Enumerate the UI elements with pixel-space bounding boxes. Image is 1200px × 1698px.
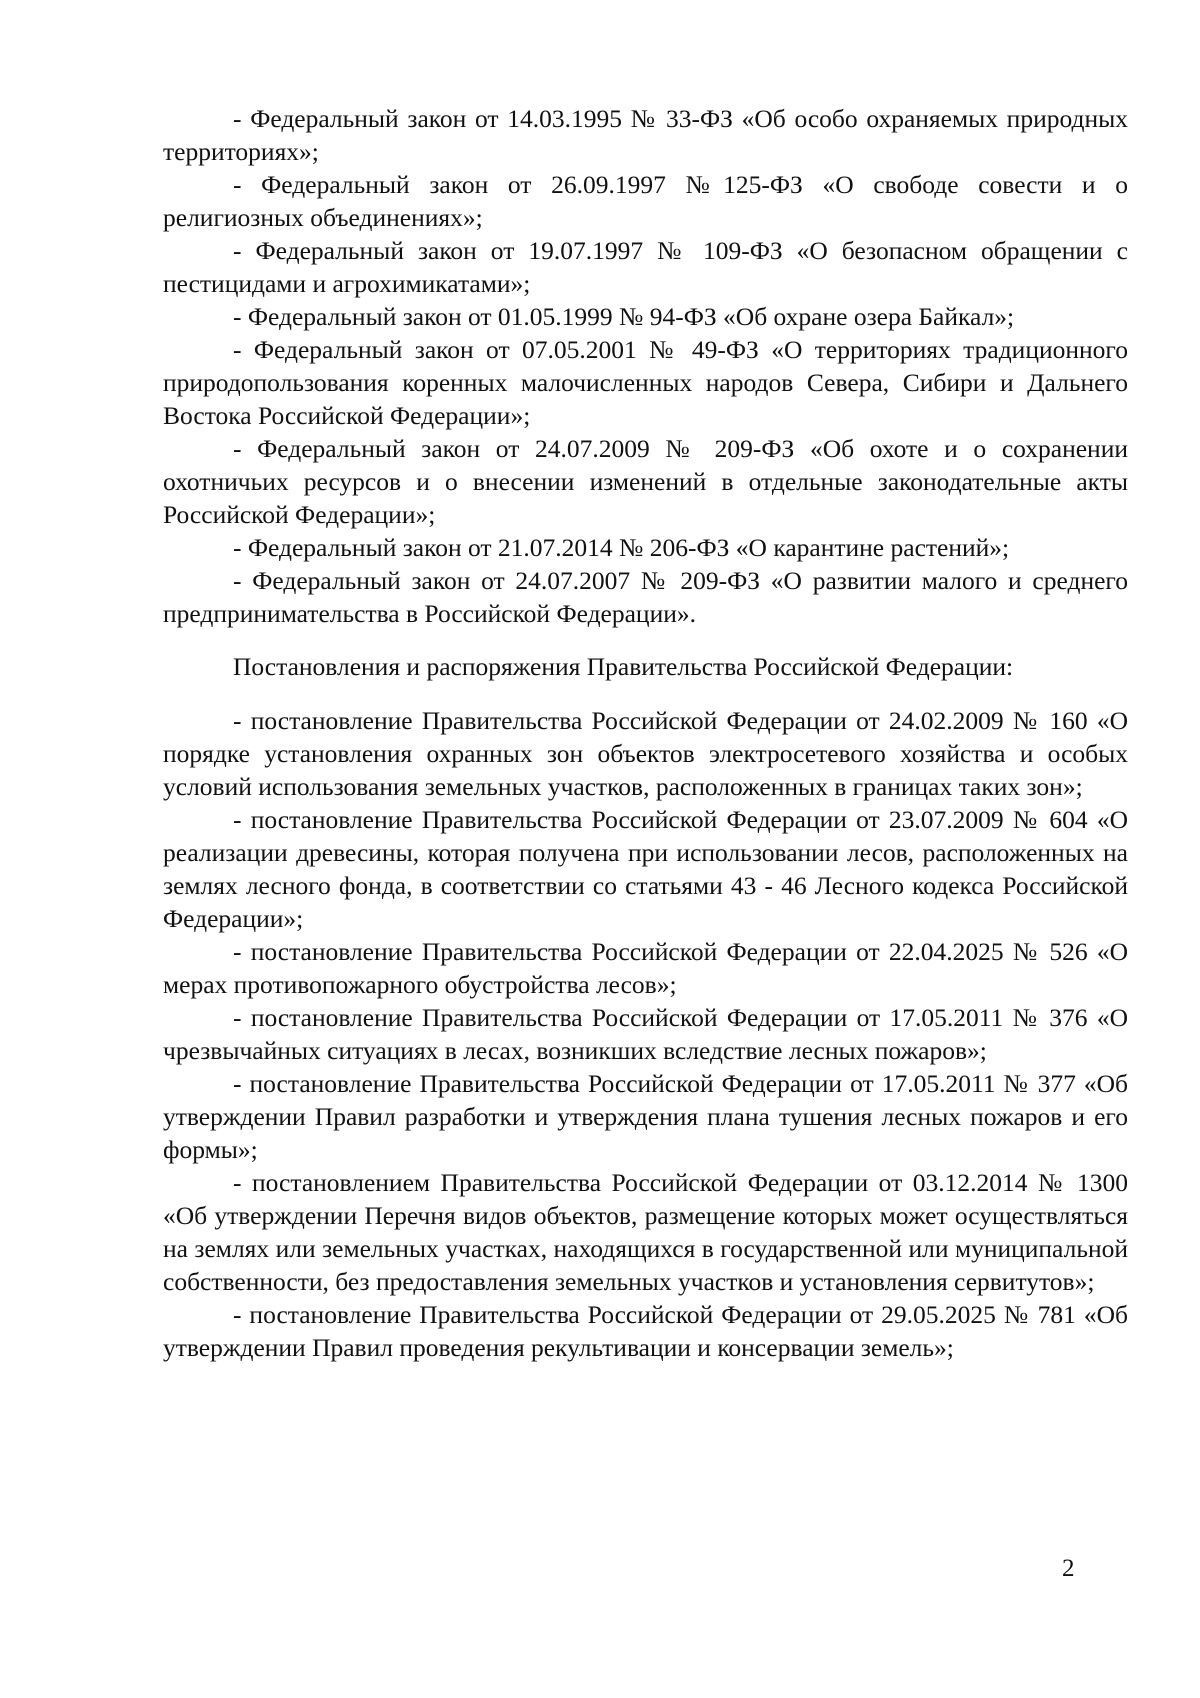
federal-law-item: - Федеральный закон от 19.07.1997 № 109-ФЗ «О безопасном обращении с пестицидами и агрохимикатами»; [163, 236, 1128, 298]
federal-law-item: - Федеральный закон от 24.07.2007 № 209-ФЗ «О развитии малого и среднего предпринимательства в Российской Федерации». [163, 566, 1128, 628]
document-body [163, 102, 1128, 1364]
resolution-item: - постановление Правительства Российской Федерации от 17.05.2011 № 377 «Об утверждении Правил разработки и утверждения плана тушения лесных пожаров и его формы»; [163, 1069, 1128, 1164]
resolution-item: - постановление Правительства Российской Федерации от 29.05.2025 № 781 «Об утверждении Правил проведения рекультивации и консервации земель»; [163, 1300, 1128, 1362]
resolution-item: - постановление Правительства Российской Федерации от 23.07.2009 № 604 «О реализации древесины, которая получена при использовании лесов, расположенных на землях лесного фонда, в соответствии со статьями 43 - 46 Лесного кодекса Российской Федерации»; [163, 805, 1128, 933]
resolution-item: - постановление Правительства Российской Федерации от 22.04.2025 № 526 «О мерах противопожарного обустройства лесов»; [163, 937, 1128, 999]
federal-law-item: - Федеральный закон от 24.07.2009 № 209-ФЗ «Об охоте и о сохранении охотничьих ресурсов и о внесении изменений в отдельные законодательные акты Российской Федерации»; [163, 434, 1128, 529]
resolution-item: - постановление Правительства Российской Федерации от 24.02.2009 № 160 «О порядке установления охранных зон объектов электросетевого хозяйства и особых условий использования земельных участков, расположенных в границах таких зон»; [163, 706, 1128, 801]
federal-law-item: - Федеральный закон от 21.07.2014 № 206-ФЗ «О карантине растений»; [233, 533, 1010, 562]
page-number: 2 [1062, 1555, 1075, 1582]
federal-law-item: - Федеральный закон от 01.05.1999 № 94-ФЗ «Об охране озера Байкал»; [233, 302, 1015, 331]
resolution-item: - постановлением Правительства Российской Федерации от 03.12.2014 № 1300 «Об утверждении Перечня видов объектов, размещение которых может осуществляться на землях или земельных участках, находящихся в государственной или муниципальной собственности, без предоставления земельных участков и установления сервитутов»; [163, 1168, 1128, 1296]
federal-law-item: - Федеральный закон от 14.03.1995 № 33-ФЗ «Об особо охраняемых природных территориях»; [163, 104, 1128, 166]
federal-law-item: - Федеральный закон от 26.09.1997 №125-ФЗ «О свободе совести и о религиозных объединениях»; [163, 170, 1128, 232]
federal-law-item: - Федеральный закон от 07.05.2001 № 49-ФЗ «О территориях традиционного природопользования коренных малочисленных народов Севера, Сибири и Дальнего Востока Российской Федерации»; [163, 335, 1128, 430]
section-heading: Постановления и распоряжения Правительства Российской Федерации: [233, 652, 1014, 681]
resolution-item: - постановление Правительства Российской Федерации от 17.05.2011 № 376 «О чрезвычайных ситуациях в лесах, возникших вследствие лесных пожаров»; [163, 1003, 1128, 1065]
